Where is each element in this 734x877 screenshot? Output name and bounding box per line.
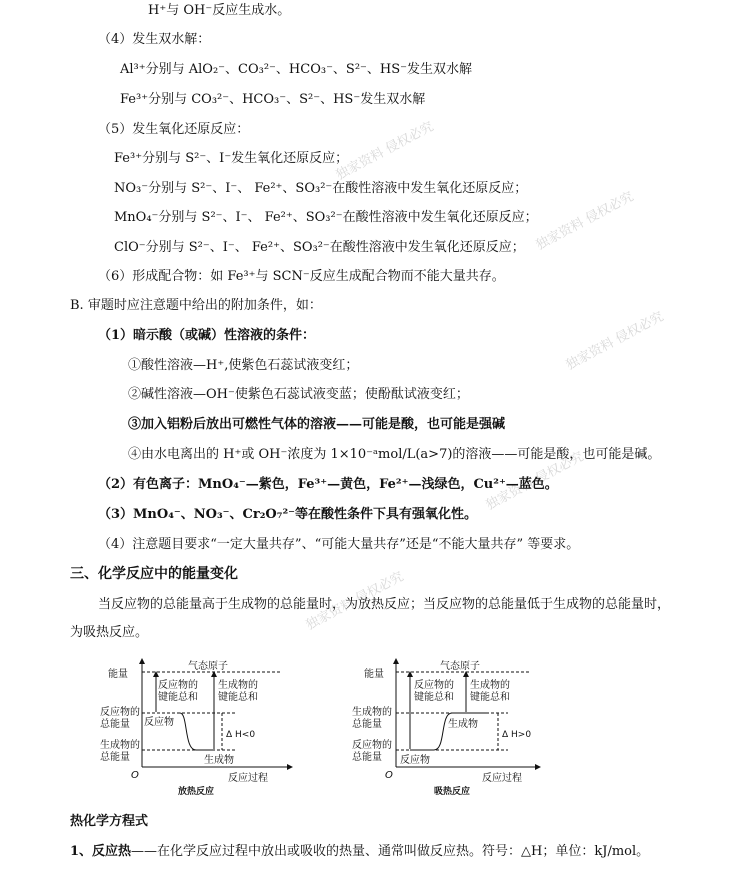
- origin-label: O: [385, 770, 393, 781]
- products-label: 生成物: [448, 719, 478, 730]
- text-line: ③加入铝粉后放出可燃性气体的溶液——可能是酸，也可能是强碱: [128, 417, 506, 432]
- section-heading: 三、化学反应中的能量变化: [70, 566, 238, 582]
- text-line: （2）有色离子：MnO₄⁻—紫色，Fe³⁺—黄色，Fe²⁺—浅绿色，Cu²⁺—蓝色。: [98, 477, 558, 492]
- text-line: Fe³⁺分别与 S²⁻、I⁻发生氧化还原反应；: [114, 151, 349, 166]
- gas-atoms-label: 气态原子: [188, 661, 228, 672]
- endothermic-energy-diagram: [348, 655, 548, 797]
- label: 总能量: [100, 719, 130, 730]
- text-line: ②碱性溶液—OH⁻使紫色石蕊试液变蓝；使酚酞试液变红；: [128, 387, 469, 402]
- text-line: [70, 843, 649, 861]
- text-line: ClO⁻分别与 S²⁻、I⁻、 Fe²⁺、SO₃²⁻在酸性溶液中发生氧化还原反应；: [114, 240, 525, 255]
- reactants-label: 反应物: [400, 755, 430, 766]
- text-line: （1）暗示酸（或碱）性溶液的条件：: [98, 328, 316, 343]
- text-line: H⁺与 OH⁻反应生成水。: [148, 3, 291, 18]
- watermark: 独家资料 侵权必究: [303, 569, 407, 634]
- text-line: ①酸性溶液—H⁺,使紫色石蕊试液变红；: [128, 358, 359, 373]
- label: 键能总和: [414, 692, 454, 703]
- watermark: 独家资料 侵权必究: [483, 449, 587, 514]
- x-axis-label: 反应过程: [228, 773, 268, 784]
- label: 生成物的: [470, 680, 510, 691]
- text-line: Al³⁺分别与 AlO₂⁻、CO₃²⁻、HCO₃⁻、S²⁻、HS⁻发生双水解: [120, 62, 473, 77]
- products-label: 生成物: [204, 755, 234, 766]
- label: 总能量: [100, 752, 130, 763]
- text-line: ④由水电离出的 H⁺或 OH⁻浓度为 1×10⁻ᵃmol/L(a>7)的溶液——可能是酸，也可能是碱。: [128, 447, 661, 462]
- watermark: 独家资料 侵权必究: [533, 189, 637, 254]
- label: 生成物的: [218, 680, 258, 691]
- origin-label: O: [131, 770, 139, 781]
- delta-h-label: Δ H>0: [502, 730, 532, 740]
- label: 生成物的: [100, 740, 140, 751]
- text-line: 当反应物的总能量高于生成物的总能量时，为放热反应；当反应物的总能量低于生成物的总能量时，: [98, 597, 671, 612]
- label: 总能量: [352, 719, 382, 730]
- label: 反应物的: [100, 707, 140, 718]
- term-label: 1、反应热: [70, 844, 132, 859]
- text-line: NO₃⁻分别与 S²⁻、I⁻、 Fe²⁺、SO₃²⁻在酸性溶液中发生氧化还原反应；: [114, 181, 528, 196]
- y-axis-label: 能量: [108, 669, 128, 680]
- label: 反应物的: [352, 740, 392, 751]
- label: 生成物的: [352, 707, 392, 718]
- caption: 吸热反应: [434, 787, 471, 797]
- text-line: 为吸热反应。: [70, 625, 149, 640]
- caption: 放热反应: [178, 787, 215, 797]
- text-line: MnO₄⁻分别与 S²⁻、I⁻、 Fe²⁺、SO₃²⁻在酸性溶液中发生氧化还原反应；: [114, 210, 538, 225]
- label: 键能总和: [218, 692, 258, 703]
- label: 总能量: [352, 752, 382, 763]
- text-line: （4）注意题目要求“一定大量共存”、“可能大量共存”还是“不能大量共存” 等要求。: [98, 537, 580, 552]
- y-axis-label: 能量: [364, 669, 384, 680]
- text-line: （4）发生双水解：: [98, 32, 211, 47]
- definition-text: ——在化学反应过程中放出或吸收的热量、通常叫做反应热。符号：△H；单位：kJ/mol。: [131, 844, 650, 859]
- subheading: 热化学方程式: [70, 814, 149, 829]
- delta-h-label: Δ H<0: [226, 730, 256, 740]
- exothermic-energy-diagram: [100, 655, 300, 797]
- reactants-label: 反应物: [144, 717, 174, 728]
- text-line: Fe³⁺分别与 CO₃²⁻、HCO₃⁻、S²⁻、HS⁻发生双水解: [120, 92, 426, 107]
- watermark: 独家资料 侵权必究: [333, 119, 437, 184]
- text-line: （3）MnO₄⁻、NO₃⁻、Cr₂O₇²⁻等在酸性条件下具有强氧化性。: [98, 507, 477, 522]
- label: 反应物的: [158, 680, 198, 691]
- gas-atoms-label: 气态原子: [440, 661, 480, 672]
- watermark: 独家资料 侵权必究: [563, 309, 667, 374]
- label: 键能总和: [158, 692, 198, 703]
- text-line: （5）发生氧化还原反应：: [98, 122, 250, 137]
- label: 键能总和: [470, 692, 510, 703]
- x-axis-label: 反应过程: [482, 773, 522, 784]
- text-line: B. 审题时应注意题中给出的附加条件，如：: [70, 298, 322, 313]
- label: 反应物的: [414, 680, 454, 691]
- text-line: （6）形成配合物：如 Fe³⁺与 SCN⁻反应生成配合物而不能大量共存。: [98, 269, 505, 284]
